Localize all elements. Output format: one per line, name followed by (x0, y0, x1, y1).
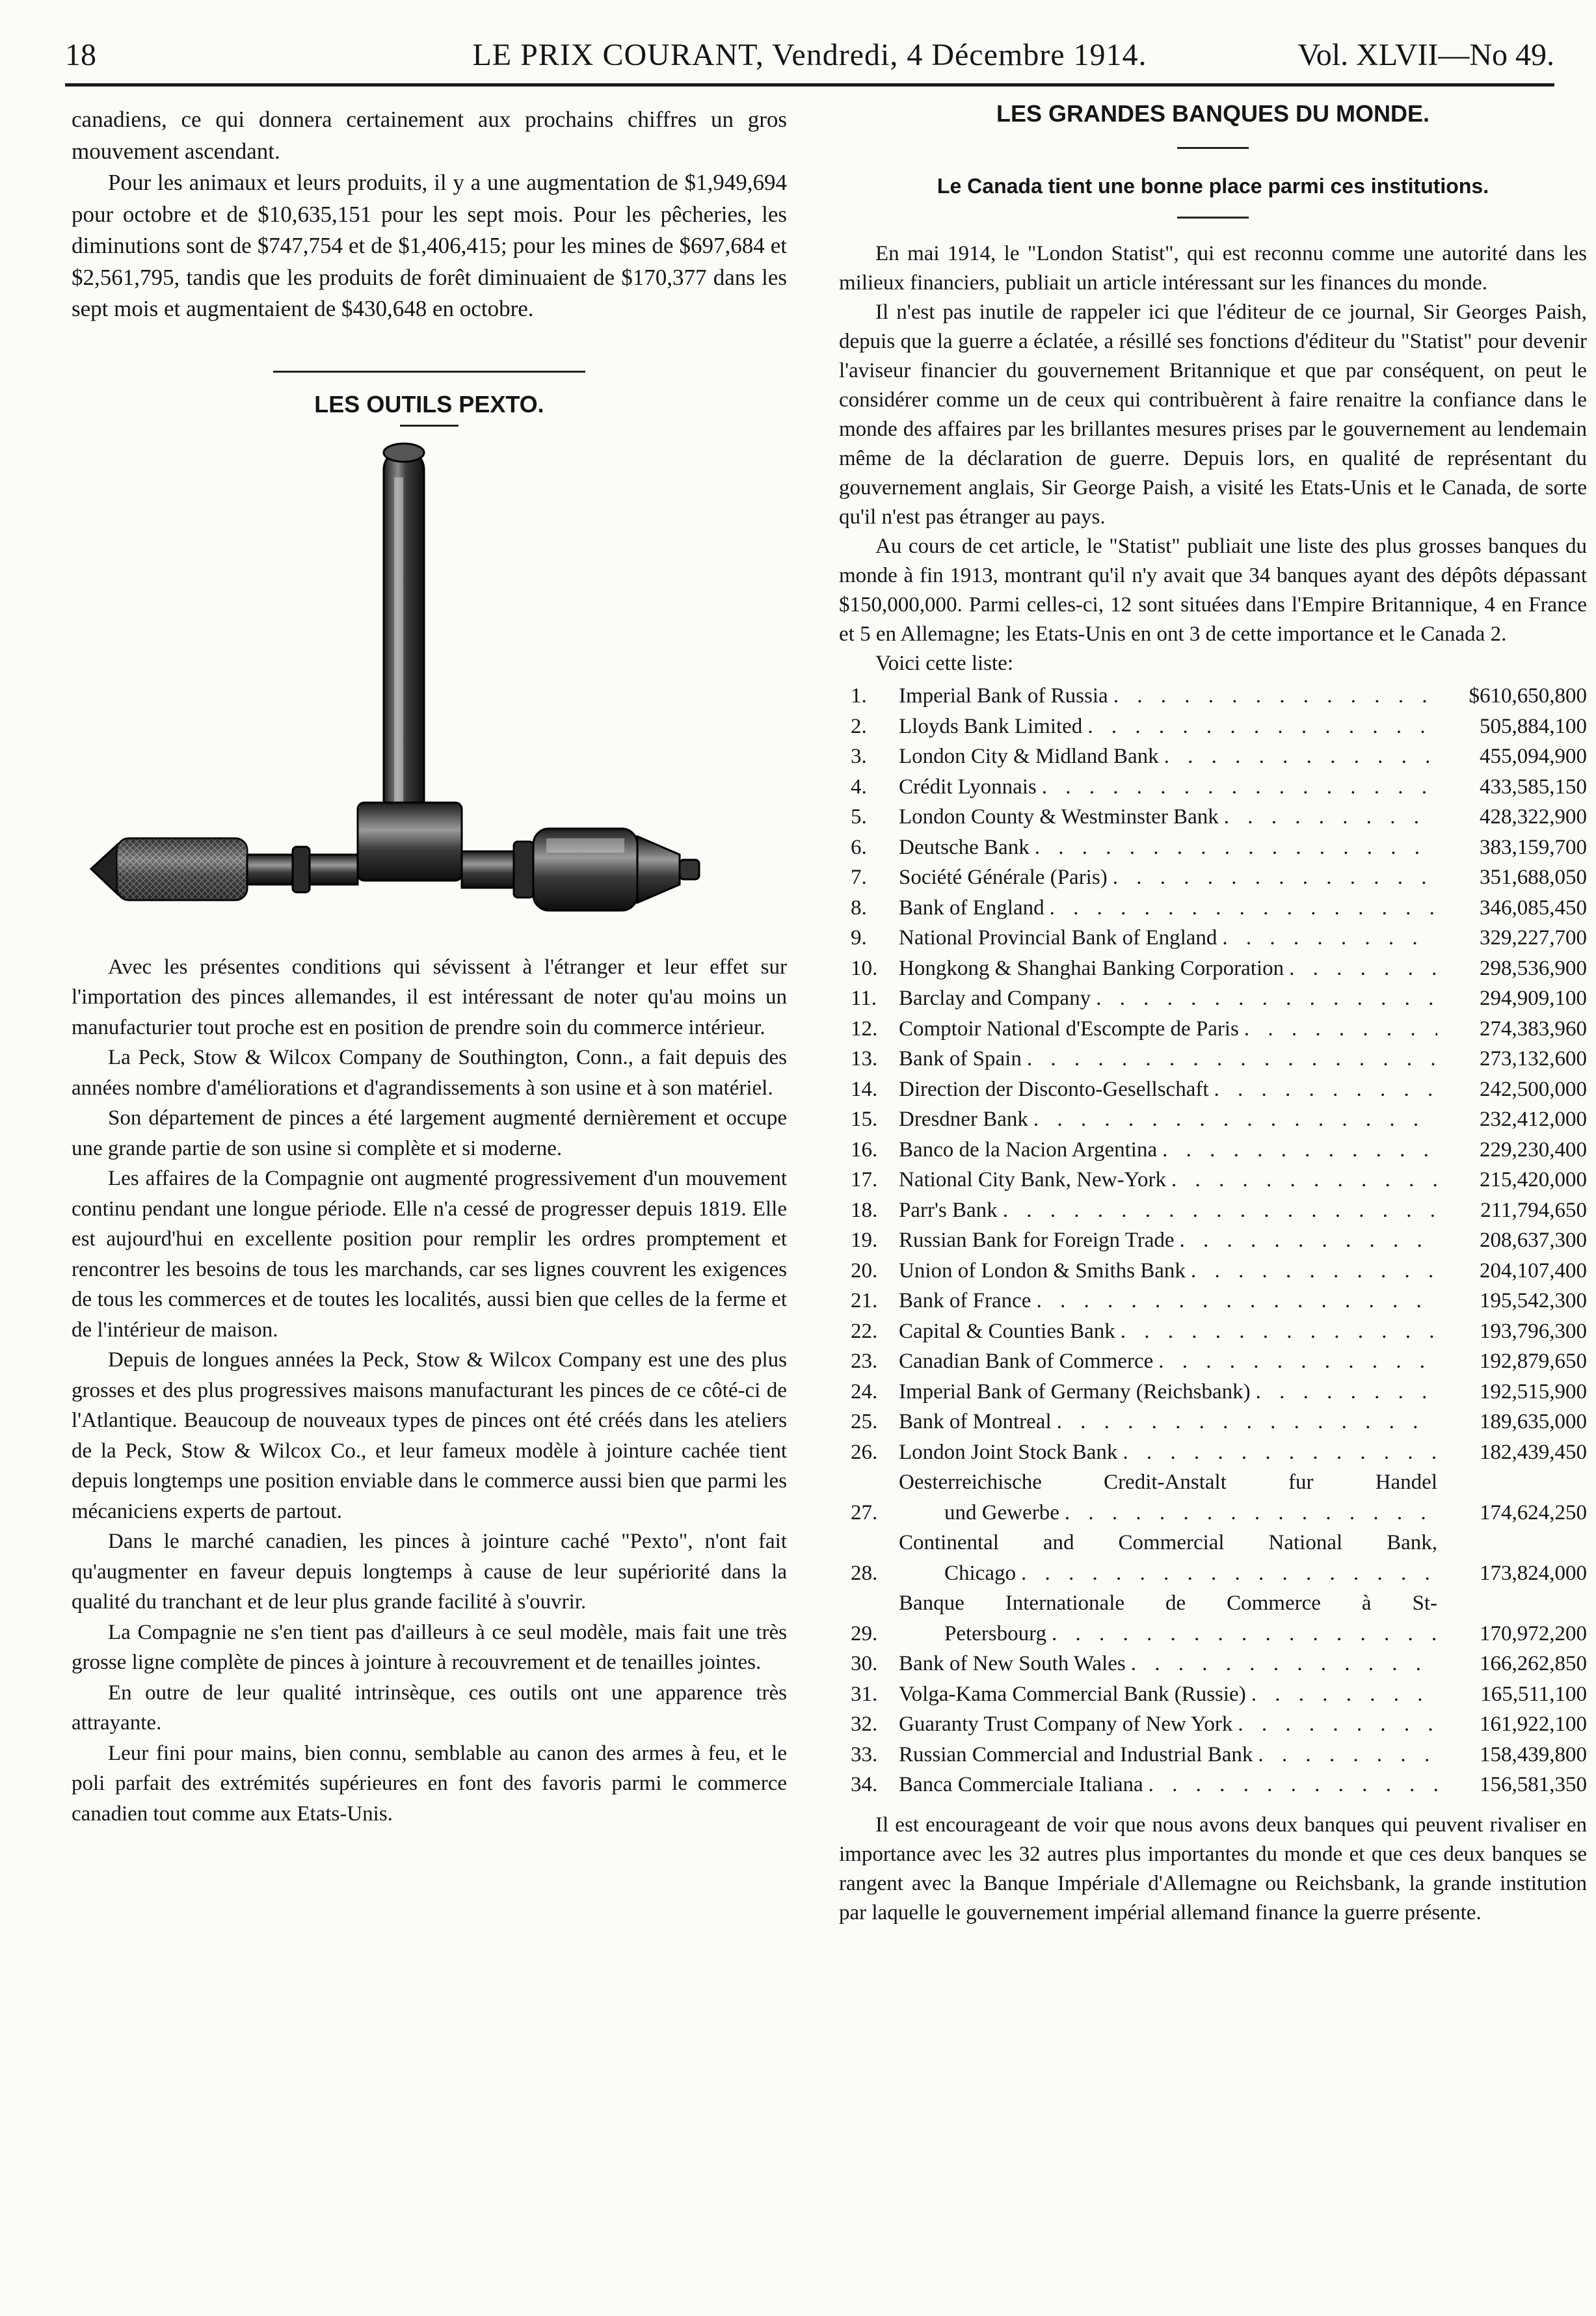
bank-name: Imperial Bank of Germany (Reichsbank) (899, 1379, 1251, 1404)
bank-deposits: 273,132,600 (1480, 1047, 1587, 1071)
bank-rank: 11. (851, 987, 877, 1010)
bank-rank: 10. (851, 956, 878, 980)
bank-deposits: 189,635,000 (1480, 1410, 1587, 1433)
page-number: 18 (65, 38, 96, 72)
closing-paragraph: Il est encourageant de voir que nous avons deux banques qui peuvent rivaliser en importance avec les 32 autres plus importantes du monde et que ces deux banques se rangent avec la Banque Impériale d'Allemagne ou Reichsbank, la grande institution par laquelle le gouvernement impérial allemand finance la guerre présente. (839, 1813, 1587, 1924)
bank-deposits: 229,230,400 (1480, 1138, 1587, 1162)
bank-deposits: 351,688,050 (1480, 866, 1587, 889)
bank-row (839, 1316, 1587, 1347)
paragraph: Les affaires de la Compagnie ont augmenté progressivement d'un mouvement continu pendant une longue période. Elle n'a cessé de progresser depuis 1819. Elle est aujourd'hui en excellente position pour remplir les ordres promptement et rencontrer les besoins de tous les marchands, car ses lignes couvrent les exigences de tous les commerces et de toutes les localités, aussi bien que celles de la ferme et de l'intérieur de maison. (72, 1167, 787, 1342)
paragraph: La Peck, Stow & Wilcox Company de Southington, Conn., a fait depuis des années nombre d'améliorations et d'agrandissements à son usine et à son matériel. (72, 1046, 787, 1100)
paragraph: En mai 1914, le "London Statist", qui est reconnu comme une autorité dans les milieux financiers, publiait un article intéressant sur les finances du monde. (839, 242, 1587, 295)
bank-name-cell (899, 1044, 1437, 1074)
bank-rank: 18. (851, 1198, 878, 1222)
bank-name-line1: Banque Internationale de Commerce à St- (899, 1591, 1437, 1615)
dot-leader (1217, 923, 1437, 953)
bank-row (839, 1195, 1587, 1226)
bank-deposits: 156,581,350 (1480, 1773, 1587, 1796)
paragraph: La Compagnie ne s'en tient pas d'ailleurs à ce seul modèle, mais fait une très grosse ligne complète de pinces à jointure à recouvrement et de tenailles jointes. (72, 1620, 787, 1674)
bank-row (839, 772, 1587, 803)
bank-deposits: 294,909,100 (1480, 987, 1587, 1010)
bank-name-cell (899, 953, 1437, 984)
bank-row (839, 893, 1587, 924)
bank-name-cell (899, 1649, 1437, 1679)
bank-name-cell (899, 1316, 1437, 1347)
bank-name: National Provincial Bank of England (899, 926, 1217, 950)
bank-rank: 3. (851, 745, 867, 768)
bank-rank: 29. (851, 1621, 878, 1645)
paragraph: Au cours de cet article, le "Statist" publiait une liste des plus grosses banques du monde à fin 1913, montrant qu'il n'y avait que 34 banques ayant des dépôts dépassant $150,000,000. Parmi celles-ci, 12 sont situées dans l'Empire Britannique, 4 en France et 5 en Allemagne; les Etats-Unis en ont 3 de cette importance et le Canada 2. (839, 535, 1587, 646)
bank-name: Banca Commerciale Italiana (899, 1773, 1143, 1796)
bank-name: Guaranty Trust Company of New York (899, 1712, 1233, 1736)
bank-deposits: 346,085,450 (1480, 896, 1587, 920)
bank-name-cell (899, 1346, 1437, 1377)
bank-row (839, 1074, 1587, 1105)
dot-leader (1044, 893, 1437, 924)
paragraph: canadiens, ce qui donnera certainement aux prochains chiffres un gros mouvement ascendant. (72, 107, 787, 164)
bank-rank: 21. (851, 1289, 878, 1312)
dot-leader (1052, 1407, 1437, 1437)
title-underline (400, 425, 459, 427)
dot-leader (1159, 741, 1437, 772)
left-column (72, 104, 787, 1829)
bank-deposits: 433,585,150 (1480, 775, 1587, 799)
bank-deposits: 195,542,300 (1480, 1289, 1587, 1312)
dot-leader (1143, 1770, 1437, 1800)
dot-leader (1126, 1649, 1437, 1679)
bank-rank: 7. (851, 866, 867, 889)
bank-deposits: 161,922,100 (1480, 1712, 1587, 1736)
bank-name-cell (899, 1377, 1437, 1407)
dot-leader (1246, 1679, 1437, 1710)
bank-row (839, 953, 1587, 984)
bank-rank: 12. (851, 1017, 878, 1041)
bank-row (839, 1135, 1587, 1165)
bank-list (839, 681, 1587, 1800)
bank-rank: 27. (851, 1500, 878, 1524)
bank-name-cell (899, 772, 1437, 803)
bank-row (839, 802, 1587, 832)
bank-name: London City & Midland Bank (899, 745, 1159, 768)
bank-name: Barclay and Company (899, 987, 1091, 1010)
subtitle-underline (1177, 217, 1249, 219)
bank-name-cell (899, 681, 1437, 712)
bank-name-cell (899, 1135, 1437, 1165)
bank-row (839, 1256, 1587, 1286)
bank-name: Bank of England (899, 896, 1044, 920)
bank-rank: 28. (851, 1561, 878, 1585)
dot-leader (1117, 1437, 1437, 1468)
bank-name-cell (899, 1286, 1437, 1316)
bank-name-line1: Continental and Commercial National Bank, (899, 1531, 1437, 1554)
dot-leader (1030, 832, 1437, 863)
bank-rank: 26. (851, 1440, 878, 1464)
bank-deposits: 455,094,900 (1480, 745, 1587, 768)
bank-name-cell (899, 802, 1437, 832)
bank-row (839, 1377, 1587, 1407)
bank-name-continuation: Chicago (944, 1561, 1016, 1585)
bank-rank: 9. (851, 926, 867, 950)
bank-deposits: 174,624,250 (1480, 1500, 1587, 1524)
bank-name: Canadian Bank of Commerce (899, 1350, 1154, 1373)
bank-name-cell (899, 1740, 1437, 1770)
bank-row (839, 1407, 1587, 1437)
bank-rank: 5. (851, 805, 867, 829)
bank-name-cell (899, 1104, 1437, 1135)
bank-rank: 23. (851, 1350, 878, 1373)
bank-name: Dresdner Bank (899, 1108, 1028, 1131)
article-subtitle: Le Canada tient une bonne place parmi ces institutions. (937, 174, 1489, 198)
bank-row (839, 1770, 1587, 1800)
bank-rank: 14. (851, 1077, 878, 1101)
dot-leader (1253, 1740, 1437, 1770)
bank-name: Comptoir National d'Escompte de Paris (899, 1017, 1239, 1041)
bank-row (839, 983, 1587, 1014)
paragraph: Pour les animaux et leurs produits, il y a une augmentation de $1,949,694 pour octobre et de $10,635,151 pour les sept mois. Pour les pêcheries, les diminutions sont de $747,754 et de $1,406,415; pour les mines de $697,684 et $2,561,795, tandis que les produits de forêt diminuaient de $170,377 dans les sept mois et augmentaient de $430,648 en octobre. (72, 170, 787, 321)
bank-rank: 32. (851, 1712, 878, 1736)
dot-leader (1031, 1286, 1437, 1316)
dot-leader (1186, 1256, 1437, 1286)
dot-leader (1108, 681, 1437, 712)
section-divider (273, 371, 585, 373)
header-rule (65, 83, 1554, 87)
dot-leader (1153, 1346, 1437, 1377)
dot-leader (1166, 1165, 1437, 1195)
dot-leader (1251, 1377, 1437, 1407)
bank-row (839, 832, 1587, 863)
bank-rank: 1. (851, 684, 867, 708)
bank-deposits: 173,824,000 (1480, 1561, 1587, 1585)
bank-name: Bank of New South Wales (899, 1652, 1126, 1675)
bank-rank: 20. (851, 1258, 878, 1283)
bank-row (839, 1528, 1587, 1588)
bank-name: Bank of Montreal (899, 1410, 1052, 1433)
bank-name-cell (899, 741, 1437, 772)
dot-leader (1115, 1316, 1437, 1347)
bank-row (839, 862, 1587, 893)
bank-rank: 15. (851, 1108, 878, 1131)
bank-row (839, 681, 1587, 712)
bank-name (899, 1467, 1437, 1528)
bank-name-cell (899, 983, 1437, 1014)
bank-rank: 31. (851, 1682, 878, 1706)
bank-rank: 25. (851, 1410, 878, 1433)
bank-deposits: 204,107,400 (1480, 1258, 1587, 1283)
bank-deposits: 192,515,900 (1480, 1379, 1587, 1404)
bank-name: Direction der Disconto-Gesellschaft (899, 1077, 1209, 1101)
bank-name: Capital & Counties Bank (899, 1319, 1115, 1343)
bank-deposits: 166,262,850 (1480, 1652, 1587, 1675)
bank-deposits: 208,637,300 (1480, 1229, 1587, 1252)
dot-leader (1082, 712, 1437, 742)
title-underline (1177, 147, 1249, 149)
bank-name: London Joint Stock Bank (899, 1440, 1118, 1464)
bank-name-continuation: Petersbourg (944, 1621, 1047, 1645)
dot-leader (1232, 1709, 1437, 1740)
bank-name-line2 (899, 1498, 1437, 1528)
bank-name-cell (899, 1165, 1437, 1195)
page-header (65, 33, 1554, 78)
bank-name-cell (899, 893, 1437, 924)
bank-row (839, 712, 1587, 742)
bank-name: Bank of France (899, 1289, 1031, 1312)
bank-name-cell (899, 1074, 1437, 1105)
bank-name-cell (899, 1709, 1437, 1740)
bank-rank: 13. (851, 1047, 878, 1071)
dot-leader (1284, 953, 1437, 984)
bank-name: Parr's Bank (899, 1198, 998, 1222)
bank-name: Russian Commercial and Industrial Bank (899, 1742, 1253, 1766)
bank-row (839, 741, 1587, 772)
bank-deposits: 211,794,650 (1480, 1198, 1587, 1222)
bank-name-cell (899, 1407, 1437, 1437)
dot-leader (1239, 1014, 1437, 1045)
bank-row (839, 1649, 1587, 1679)
bank-row (839, 1286, 1587, 1316)
bank-name-line2 (899, 1558, 1437, 1589)
bank-name-cell (899, 1256, 1437, 1286)
bank-name-cell (899, 1195, 1437, 1226)
bank-name-cell (899, 712, 1437, 742)
bank-name: Union of London & Smiths Bank (899, 1258, 1186, 1283)
dot-leader (1209, 1074, 1437, 1105)
dot-leader (1157, 1135, 1437, 1165)
bank-name-cell (899, 1770, 1437, 1800)
bank-deposits: 232,412,000 (1480, 1108, 1587, 1131)
paragraph: Depuis de longues années la Peck, Stow & Wilcox Company est une des plus grosses et des plus progressives maisons manufacturant les pinces de ce côté-ci de l'Atlantique. Beaucoup de nouveaux types de pinces ont été créés dans les ateliers de la Peck, Stow & Wilcox Co., et leur fameux modèle à jointure cachée tient depuis longtemps une position enviable dans le commerce aussi bien que parmi les mécaniciens experts de partout. (72, 1348, 787, 1523)
dot-leader (1016, 1558, 1437, 1589)
right-column (839, 99, 1587, 1928)
bank-rank: 22. (851, 1319, 878, 1343)
bank-row (839, 1044, 1587, 1074)
bank-deposits: 215,420,000 (1480, 1168, 1587, 1191)
dot-leader (1059, 1498, 1437, 1528)
bank-name-cell (899, 1679, 1437, 1710)
paragraph: Avec les présentes conditions qui sévissent à l'étranger et leur effet sur l'importation des pinces allemandes, il est intéressant de noter qu'au moins un manufacturier tout proche est en position de prendre soin du commerce intérieur. (72, 955, 787, 1039)
paragraph: Dans le marché canadien, les pinces à jointure caché "Pexto", n'ont fait qu'augmenter en faveur depuis longtemps à cause de leur supériorité dans la qualité du tranchant et de leur plus grande facilité à s'ouvrir. (72, 1530, 787, 1614)
bank-name-line1: Oesterreichische Credit-Anstalt fur Handel (899, 1471, 1437, 1494)
bank-name: National City Bank, New-York (899, 1168, 1166, 1191)
bank-name: Volga-Kama Commercial Bank (Russie) (899, 1682, 1246, 1706)
bank-rank: 33. (851, 1742, 878, 1766)
bank-deposits: 274,383,960 (1480, 1017, 1587, 1041)
bank-row (839, 923, 1587, 953)
bank-rank: 4. (851, 775, 867, 799)
bank-name-line2 (899, 1619, 1437, 1649)
list-intro: Voici cette liste: (875, 652, 1014, 675)
paragraph: Son département de pinces a été largement augmenté dernièrement et occupe une grande partie de son usine si complète et si moderne. (72, 1106, 787, 1160)
bank-rank: 8. (851, 896, 867, 920)
dot-leader (1046, 1619, 1437, 1649)
bank-name-cell (899, 923, 1437, 953)
bank-row (839, 1346, 1587, 1377)
newspaper-title: LE PRIX COURANT, Vendredi, 4 Décembre 1914. (472, 38, 1147, 72)
bank-rank: 6. (851, 835, 867, 859)
bank-name-cell (899, 832, 1437, 863)
bank-name: Crédit Lyonnais (899, 775, 1037, 799)
bank-row (839, 1104, 1587, 1135)
bank-name (899, 1588, 1437, 1649)
bank-rank: 34. (851, 1773, 878, 1796)
bank-name: London County & Westminster Bank (899, 805, 1219, 829)
bank-row (839, 1437, 1587, 1468)
pexto-tool-illustration (72, 438, 787, 952)
bank-rank: 24. (851, 1379, 878, 1404)
bank-deposits: 192,879,650 (1480, 1350, 1587, 1373)
bank-rank: 17. (851, 1168, 878, 1191)
bank-row (839, 1467, 1587, 1528)
paragraph: Leur fini pour mains, bien connu, semblable au canon des armes à feu, et le poli parfait des extrémités supérieures en font des favoris parmi le commerce canadien tout comme aux Etats-Unis. (72, 1741, 787, 1826)
brace-drill-tool-image (72, 438, 787, 952)
bank-deposits: $610,650,800 (1469, 684, 1587, 708)
bank-rank: 2. (851, 714, 867, 738)
bank-name: Russian Bank for Foreign Trade (899, 1229, 1175, 1252)
bank-row (839, 1588, 1587, 1649)
bank-deposits: 383,159,700 (1480, 835, 1587, 859)
bank-name (899, 1528, 1437, 1588)
bank-row (839, 1740, 1587, 1770)
bank-deposits: 329,227,700 (1480, 926, 1587, 950)
volume-number: Vol. XLVII—No 49. (1297, 38, 1554, 72)
bank-deposits: 298,536,900 (1480, 956, 1587, 980)
bank-name: Banco de la Nacion Argentina (899, 1138, 1158, 1162)
dot-leader (1028, 1104, 1437, 1135)
dot-leader (1219, 802, 1437, 832)
bank-row (839, 1709, 1587, 1740)
bank-rank: 19. (851, 1229, 878, 1252)
bank-name: Lloyds Bank Limited (899, 714, 1083, 738)
bank-deposits: 505,884,100 (1480, 714, 1587, 738)
dot-leader (1037, 772, 1437, 803)
bank-rank: 30. (851, 1652, 878, 1675)
dot-leader (1175, 1225, 1438, 1256)
bank-row (839, 1165, 1587, 1195)
bank-deposits: 193,796,300 (1480, 1319, 1587, 1343)
bank-name: Bank of Spain (899, 1047, 1022, 1071)
bank-name-cell (899, 1437, 1437, 1468)
dot-leader (998, 1195, 1437, 1226)
bank-rank: 16. (851, 1138, 878, 1162)
bank-name-cell (899, 1225, 1437, 1256)
bank-name-cell (899, 862, 1437, 893)
bank-deposits: 158,439,800 (1480, 1742, 1587, 1766)
bank-deposits: 428,322,900 (1480, 805, 1587, 829)
bank-row (839, 1225, 1587, 1256)
bank-name: Société Générale (Paris) (899, 866, 1108, 889)
bank-deposits: 182,439,450 (1480, 1440, 1587, 1464)
bank-name-cell (899, 1014, 1437, 1045)
article-title-pexto: LES OUTILS PEXTO. (314, 390, 544, 418)
bank-deposits: 242,500,000 (1480, 1077, 1587, 1101)
dot-leader (1022, 1044, 1437, 1074)
bank-row (839, 1014, 1587, 1045)
dot-leader (1108, 862, 1437, 893)
bank-name: Imperial Bank of Russia (899, 684, 1108, 708)
article-title-banks: LES GRANDES BANQUES DU MONDE. (996, 100, 1430, 127)
bank-name: Deutsche Bank (899, 835, 1030, 859)
paragraph: Il n'est pas inutile de rappeler ici que l'éditeur de ce journal, Sir Georges Paish, depuis que la guerre a éclatée, a résillé ses fonctions d'éditeur du "Statist" pour devenir l'aviseur financier du gouvernement Britannique et que par conséquent, on peut le considérer comme un de ceux qui contribuèrent à faire renaitre la confiance dans le monde des affaires par les brillantes mesures prises par le gouvernement au lendemain même de la déclaration de guerre. Depuis lors, en qualité de représentant du gouvernement anglais, Sir George Paish, a visité les Etats-Unis et le Canada, de sorte qu'il n'est pas étranger au pays. (839, 300, 1587, 529)
dot-leader (1091, 983, 1437, 1014)
paragraph: En outre de leur qualité intrinsèque, ces outils ont une apparence très attrayante. (72, 1681, 787, 1735)
bank-name: Hongkong & Shanghai Banking Corporation (899, 956, 1284, 980)
bank-row (839, 1679, 1587, 1710)
bank-deposits: 165,511,100 (1480, 1682, 1587, 1706)
bank-name-continuation: und Gewerbe (944, 1500, 1059, 1524)
bank-deposits: 170,972,200 (1480, 1621, 1587, 1645)
